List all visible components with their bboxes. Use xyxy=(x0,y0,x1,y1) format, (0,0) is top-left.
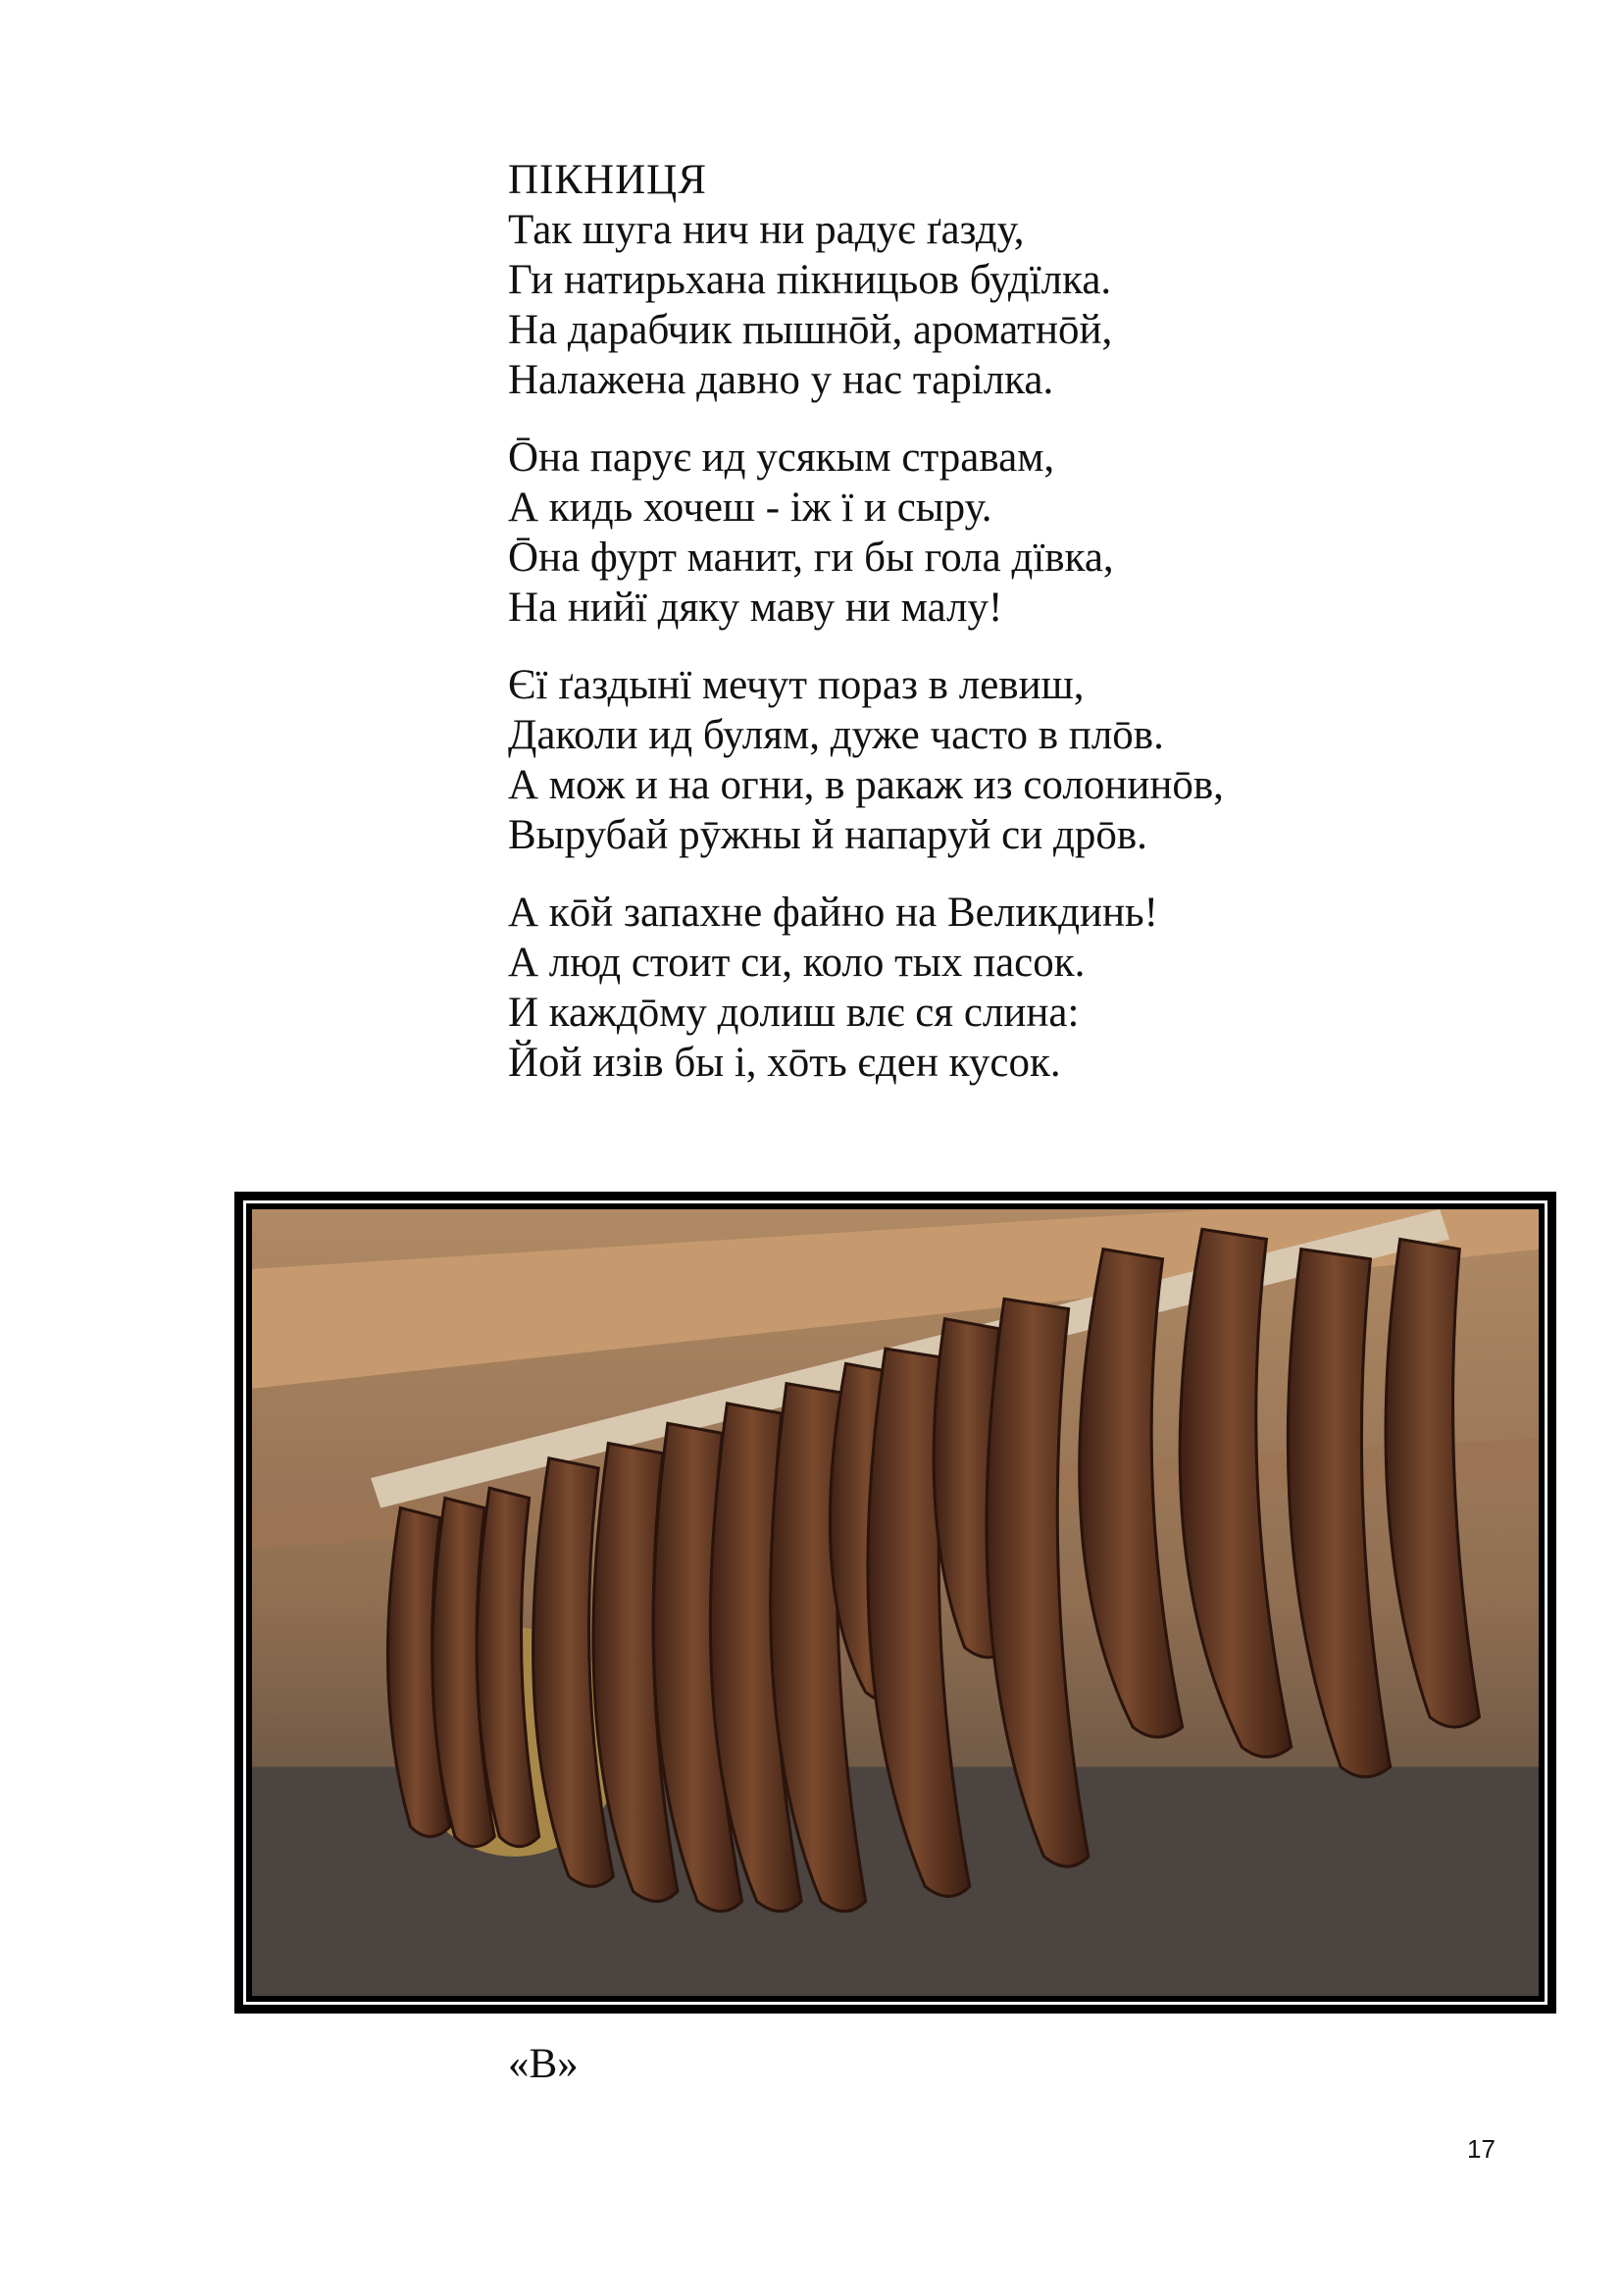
poem-line: Єї ґаздынї мечут пораз в левиш, xyxy=(508,662,1085,708)
poem-line: Даколи ид булям, дуже часто в плōв. xyxy=(508,712,1164,758)
poem-line: А кōй запахне файно на Великдинь! xyxy=(508,890,1158,936)
poem-line: На дарабчик пышнōй, ароматнōй, xyxy=(508,307,1113,353)
poem-line: А мож и на огни, в ракаж из солонинōв, xyxy=(508,762,1224,808)
caption: «В» xyxy=(508,2041,579,2087)
poem-line: Налажена давно у нас тарілка. xyxy=(508,357,1054,403)
poem-title: ПІКНИЦЯ xyxy=(508,157,707,203)
poem-line: Ōна фурт манит, ги бы гола дївка, xyxy=(508,535,1114,581)
poem-line: А кидь хочеш - іж ї и сыру. xyxy=(508,485,992,531)
page-number: 17 xyxy=(1467,2134,1496,2164)
poem xyxy=(508,155,1391,1115)
poem-line: Вырубай рӯжны й напаруй си дрōв. xyxy=(508,812,1147,858)
poem-line: А люд стоит си, коло тых пасок. xyxy=(508,940,1086,986)
sausage-illustration xyxy=(252,1209,1539,1996)
photo-inner-border xyxy=(243,1200,1547,2005)
poem-line: Ōна парує ид усякым стравам, xyxy=(508,434,1055,481)
poem-line: Йой изів бы і, хōть єден кусок. xyxy=(508,1040,1061,1086)
poem-line: На нийї дяку маву ни малу! xyxy=(508,585,1003,631)
poem-line: Ги натирьхана пікницьов будїлка. xyxy=(508,257,1112,303)
sausage-photo xyxy=(234,1192,1556,2014)
stanza-3 xyxy=(508,660,1391,860)
stanza-1 xyxy=(508,205,1391,405)
poem-line: И каждōму долиш влє ся слина: xyxy=(508,990,1080,1036)
poem-line: Так шуга нич ни радує ґазду, xyxy=(508,207,1025,253)
stanza-2 xyxy=(508,433,1391,633)
stanza-4 xyxy=(508,888,1391,1088)
